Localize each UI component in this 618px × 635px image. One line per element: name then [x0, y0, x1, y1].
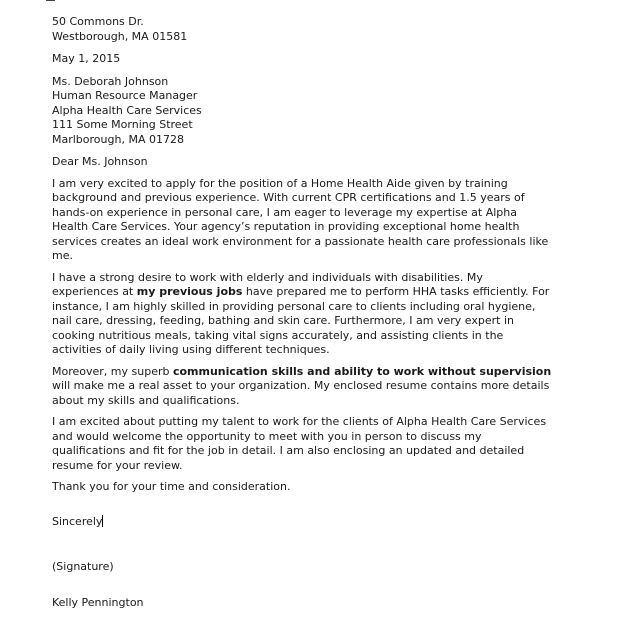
salutation: Dear Ms. Johnson	[52, 155, 148, 168]
paragraph-experience	[52, 271, 552, 358]
sender-address	[52, 15, 552, 44]
recipient-street: 111 Some Morning Street	[52, 118, 193, 131]
signature-placeholder: (Signature)	[52, 560, 114, 573]
recipient-city: Marlborough, MA 01728	[52, 132, 184, 146]
recipient-title: Human Resource Manager	[52, 89, 198, 102]
paragraph-skills-text-a: Moreover, my superb	[52, 364, 173, 378]
paragraph-closing: I am excited about putting my talent to work for the clients of Alpha Health Care Services and would welcome the opportunity to meet with you in person to discuss my qualifications and fit for the job in detail. I am also enclosing an updated and detailed resume for your review.	[52, 415, 547, 472]
recipient-address	[52, 75, 552, 148]
signer-name: Kelly Pennington	[52, 596, 144, 609]
paragraph-skills-bold: communication skills and ability to work without supervision	[172, 364, 552, 378]
recipient-company: Alpha Health Care Services	[52, 103, 202, 117]
letter-date: May 1, 2015	[52, 52, 121, 65]
top-edge-mark	[46, 0, 55, 1]
sender-address-line1: 50 Commons Dr.	[52, 15, 144, 28]
paragraph-experience-bold: my previous jobs	[136, 285, 243, 298]
paragraph-intro: I am very excited to apply for the position of a Home Health Aide given by training background and previous experience. With current CPR certifications and 1.5 years of hands-on experience in personal care, I am eager to leverage my expertise at Alpha Health Care Services. Your agency’s reputation in providing exceptional home health services creates an ideal work environment for a passionate health care professionals like me.	[52, 176, 549, 262]
closing-text: Sincerely	[52, 515, 103, 528]
paragraph-experience-text-a: I have a strong desire to work with elderly and individuals with disabilities. My experiences at	[52, 270, 483, 298]
paragraph-skills	[52, 365, 552, 409]
paragraph-experience-text-b: have prepared me to perform HHA tasks efficiently. For instance, I am highly skilled in providing personal care to clients including oral hygiene, nail care, dressing, feeding, bathing and skin care. Furthermore, I am very expert in cooking nutritious meals, taking vital signs accurately, and assisting clients in the activities of daily living using different techniques.	[52, 285, 550, 356]
recipient-name: Ms. Deborah Johnson	[52, 74, 169, 88]
letter-body[interactable]	[52, 15, 552, 495]
sender-address-line2: Westborough, MA 01581	[52, 29, 188, 43]
closing-line	[52, 515, 103, 530]
text-cursor	[102, 515, 103, 527]
paragraph-skills-text-b: will make me a real asset to your organization. My enclosed resume contains more details about my skills and qualifications.	[52, 379, 550, 407]
paragraph-thanks: Thank you for your time and consideration.	[52, 480, 291, 493]
